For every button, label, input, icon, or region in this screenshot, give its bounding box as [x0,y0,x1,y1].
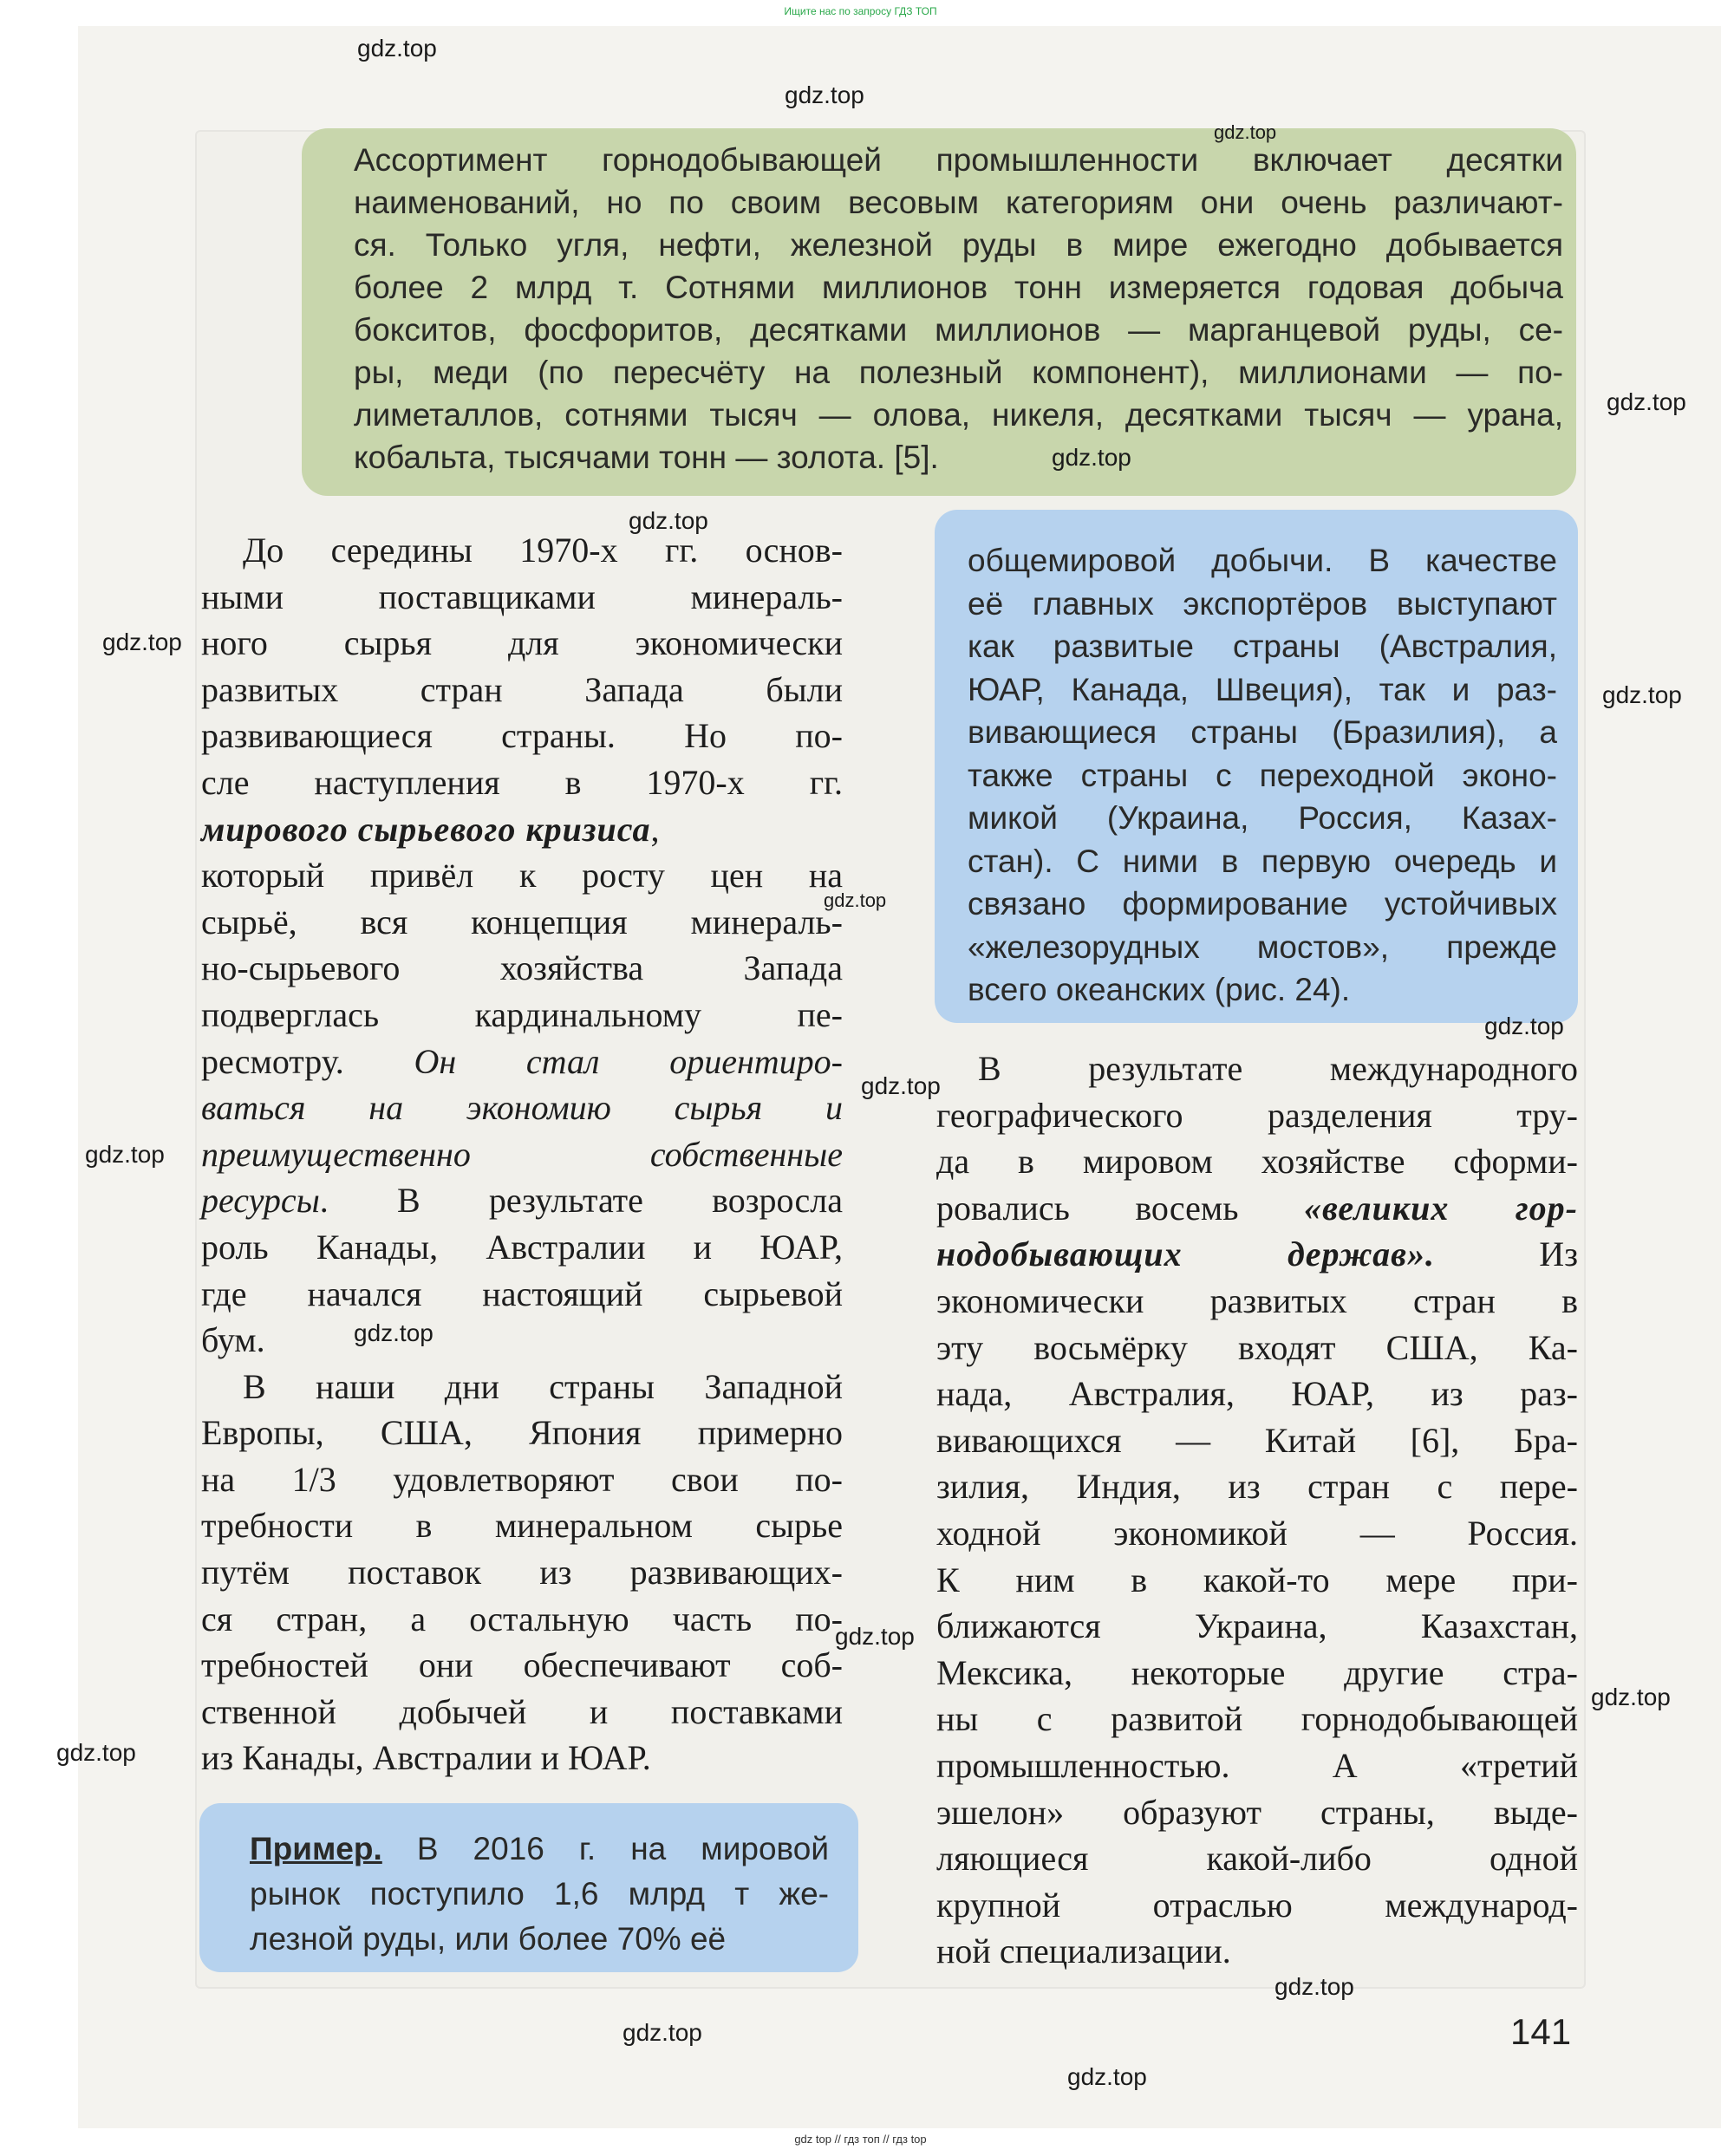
watermark-text: gdz.top [1067,2063,1147,2090]
page-number: 141 [1510,2011,1572,2052]
text-line: ной специализации. [936,1931,1231,1971]
blue-box-line: как развитые страны (Австралия, [968,629,1557,664]
watermark-text: gdz.top [1607,388,1686,415]
key-term: нодобывающих держав». [936,1234,1435,1274]
text-line: Европы, США, Япония примерно [201,1413,843,1453]
text-line: сле наступления в 1970-х гг. [201,762,843,802]
example-box [199,1803,858,1972]
italic-line: ваться на экономию сырья и [201,1088,843,1128]
text-line: крупной отраслью международ- [936,1885,1578,1925]
example-line: рынок поступило 1,6 млрд т же- [250,1876,829,1912]
text-line: ближаются Украина, Казахстан, [936,1606,1578,1646]
watermark-text: gdz.top [354,1319,434,1346]
text-line: ходной экономикой — Россия. [936,1513,1578,1553]
text-line: ного сырья для экономически [201,623,843,663]
watermark-text: gdz.top [357,35,437,62]
text-segment: В 2016 г. на мировой [416,1831,830,1866]
blue-box-line: микой (Украина, Россия, Казах- [968,800,1557,836]
watermark-text: gdz.top [85,1141,165,1168]
watermark-text: gdz.top [102,629,182,655]
footer-note: gdz top // гдз топ // гдз top [794,2133,927,2146]
text-line: требности в минеральном сырье [201,1506,843,1546]
text-line: ными поставщиками минераль- [201,576,843,616]
blue-box-line: стан). С ними в первую очередь и [968,843,1557,879]
blue-box-line: вивающиеся страны (Бразилия), а [968,714,1557,750]
text-line: но-сырьевого хозяйства Запада [201,948,843,988]
blue-box-line: связано формирование устойчивых [968,886,1557,922]
green-box-line: кобальта, тысячами тонн — золота. [5]. [354,440,939,475]
text-line-mixed [201,1177,843,1224]
watermark-text: gdz.top [56,1739,136,1766]
green-box-line: наименований, но по своим весовым категориям они очень различают- [354,185,1563,220]
text-line: подверглась кардинальному пе- [201,994,843,1034]
text-line: эшелон» образуют страны, выде- [936,1792,1578,1832]
header-note: Ищите нас по запросу ГДЗ ТОП [784,5,937,17]
right-column-text [936,1045,1578,1975]
watermark-text: gdz.top [1274,1973,1354,2000]
italic-segment: Он стал ориентиро- [414,1041,843,1081]
green-box-line: ры, меди (по пересчёту на полезный компонент), миллионами — по- [354,355,1563,390]
text-line: ляющиеся какой-либо одной [936,1839,1578,1879]
text-line: Мексика, некоторые другие стра- [936,1652,1578,1692]
green-box-line: лиметаллов, сотнями тысяч — олова, никеля, десятками тысяч — урана, [354,397,1563,433]
example-label: Пример. [250,1831,382,1866]
watermark-text: gdz.top [861,1072,941,1099]
watermark-text: gdz.top [824,889,887,911]
text-line: развивающиеся страны. Но по- [201,716,843,756]
text-line: промышленностью. А «третий [936,1745,1578,1785]
green-info-box [302,128,1576,496]
italic-segment: ресурсы [201,1181,320,1221]
text-line: где начался настоящий сырьевой [201,1273,843,1313]
blue-box-line: всего океанских (рис. 24). [968,972,1351,1007]
text-line: да в мировом хозяйстве сформи- [936,1142,1578,1182]
key-term: мирового сырьевого кризиса [201,809,651,849]
example-line: лезной руды, или более 70% её [250,1921,727,1957]
text-line: вивающихся — Китай [6], Бра- [936,1420,1578,1460]
green-box-line: ся. Только угля, нефти, железной руды в мире ежегодно добывается [354,227,1563,263]
watermark-text: gdz.top [1591,1684,1671,1710]
watermark-text: gdz.top [629,507,708,534]
text-segment: . В результате возросла [319,1181,843,1221]
text-line: нада, Австралия, ЮАР, из раз- [936,1374,1578,1414]
watermark-text: gdz.top [1052,444,1131,471]
text-line-mixed [936,1231,1578,1278]
term-punctuation: , [650,809,660,849]
text-line: ся стран, а остальную часть по- [201,1599,843,1638]
green-box-line: бокситов, фосфоритов, десятками миллионов — марганцевой руды, се- [354,312,1563,348]
text-line: требностей они обеспечивают соб- [201,1645,843,1685]
green-box-line: Ассортимент горнодобывающей промышленности включает десятки [354,142,1563,178]
blue-box-line: также страны с переходной эконо- [968,757,1557,793]
text-line: сырьё, вся концепция минераль- [201,902,843,941]
text-line-term [201,806,843,853]
left-column-text [201,527,843,1781]
text-line: из Канады, Австралии и ЮАР. [201,1738,651,1778]
text-line: географического разделения тру- [936,1095,1578,1135]
blue-box-line: ЮАР, Канада, Швеция), так и раз- [968,671,1557,707]
italic-line: преимущественно собственные [201,1134,843,1174]
watermark-text: gdz.top [835,1623,915,1650]
text-line: бум. [201,1320,265,1360]
text-line: К ним в какой-то мере при- [936,1560,1578,1599]
text-line: зилия, Индия, из стран с пере- [936,1467,1578,1507]
watermark-text: gdz.top [1214,121,1277,143]
example-first-line [250,1827,829,1872]
blue-box-line: «железорудных мостов», прежде [968,928,1557,965]
watermark-text: gdz.top [1484,1013,1564,1039]
blue-info-box [935,510,1578,1023]
blue-box-line: общемировой добычи. В качестве [968,543,1557,578]
text-line: ственной добычей и поставками [201,1691,843,1731]
text-line: ны с развитой горнодобывающей [936,1699,1578,1739]
text-line: В наши дни страны Западной [243,1366,843,1406]
text-line-mixed [201,1039,843,1085]
watermark-text: gdz.top [1602,681,1682,708]
text-segment: ровались восемь [936,1188,1304,1228]
key-term: «великих гор- [1303,1188,1578,1228]
green-box-line: более 2 млрд т. Сотнями миллионов тонн измеряется годовая добыча [354,270,1563,305]
text-line: эту восьмёрку входят США, Ка- [936,1327,1578,1367]
text-line: развитых стран Запада были [201,669,843,709]
watermark-text: gdz.top [623,2019,702,2046]
text-line: экономически развитых стран в [936,1280,1578,1320]
text-line: До середины 1970-х гг. основ- [243,531,843,570]
text-line: на 1/3 удовлетворяют свои по- [201,1459,843,1499]
text-line: роль Канады, Австралии и ЮАР, [201,1227,843,1267]
text-line: В результате международного [978,1049,1578,1088]
text-line: путём поставок из развивающих- [201,1553,843,1593]
text-line-mixed [936,1185,1578,1232]
text-segment: ресмотру. [201,1041,414,1081]
text-segment: Из [1434,1234,1578,1274]
text-line: который привёл к росту цен на [201,856,843,896]
blue-box-line: её главных экспортёров выступают [968,585,1557,622]
watermark-text: gdz.top [785,81,864,108]
